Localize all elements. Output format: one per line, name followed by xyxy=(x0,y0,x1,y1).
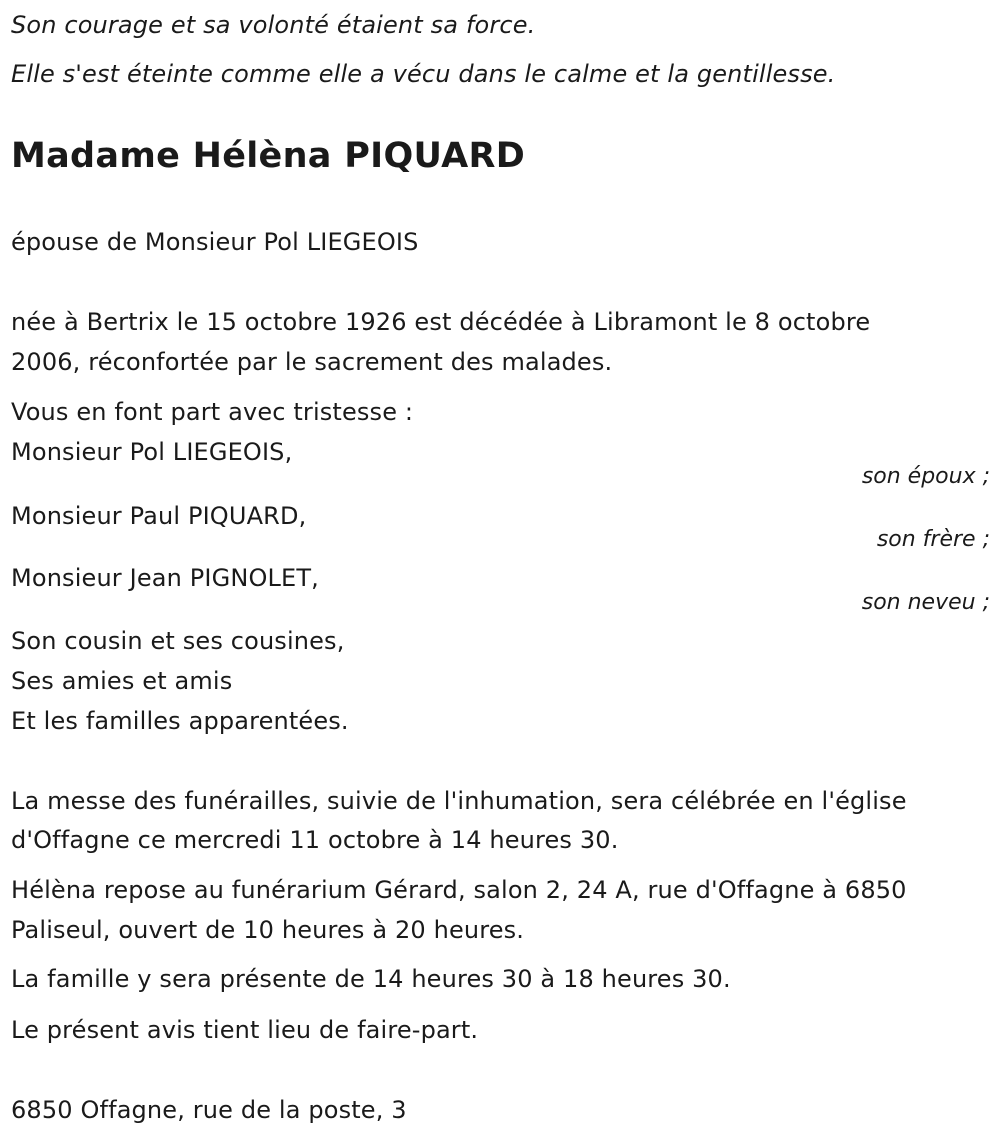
other-relative: Et les familles apparentées. xyxy=(11,707,349,735)
other-relative: Ses amies et amis xyxy=(11,667,233,695)
relative-role: son époux ; xyxy=(861,464,990,489)
notice-line: Le présent avis tient lieu de faire-part. xyxy=(11,1016,479,1044)
announce-intro: Vous en font part avec tristesse : xyxy=(11,398,414,426)
deceased-name: Madame Hélèna PIQUARD xyxy=(11,136,526,176)
rest-line-2: Paliseul, ouvert de 10 heures à 20 heures. xyxy=(11,916,525,944)
funeral-line-1: La messe des funérailles, suivie de l'inhumation, sera célébrée en l'église xyxy=(11,787,907,815)
birth-death-line-2: 2006, réconfortée par le sacrement des malades. xyxy=(11,348,613,376)
relative-role: son neveu ; xyxy=(861,590,990,615)
relative-name: Monsieur Jean PIGNOLET, xyxy=(11,564,319,592)
quote-line-1: Son courage et sa volonté étaient sa force. xyxy=(11,11,536,39)
family-presence: La famille y sera présente de 14 heures 30 à 18 heures 30. xyxy=(11,965,731,993)
spouse-line: épouse de Monsieur Pol LIEGEOIS xyxy=(11,228,419,256)
quote-line-2: Elle s'est éteinte comme elle a vécu dans le calme et la gentillesse. xyxy=(11,60,836,88)
other-relative: Son cousin et ses cousines, xyxy=(11,627,345,655)
birth-death-line-1: née à Bertrix le 15 octobre 1926 est décédée à Libramont le 8 octobre xyxy=(11,308,871,336)
address: 6850 Offagne, rue de la poste, 3 xyxy=(11,1096,407,1124)
relative-role: son frère ; xyxy=(876,527,990,552)
funeral-line-2: d'Offagne ce mercredi 11 octobre à 14 heures 30. xyxy=(11,826,619,854)
relative-name: Monsieur Paul PIQUARD, xyxy=(11,502,307,530)
relative-name: Monsieur Pol LIEGEOIS, xyxy=(11,438,293,466)
rest-line-1: Hélèna repose au funérarium Gérard, salon 2, 24 A, rue d'Offagne à 6850 xyxy=(11,876,907,904)
